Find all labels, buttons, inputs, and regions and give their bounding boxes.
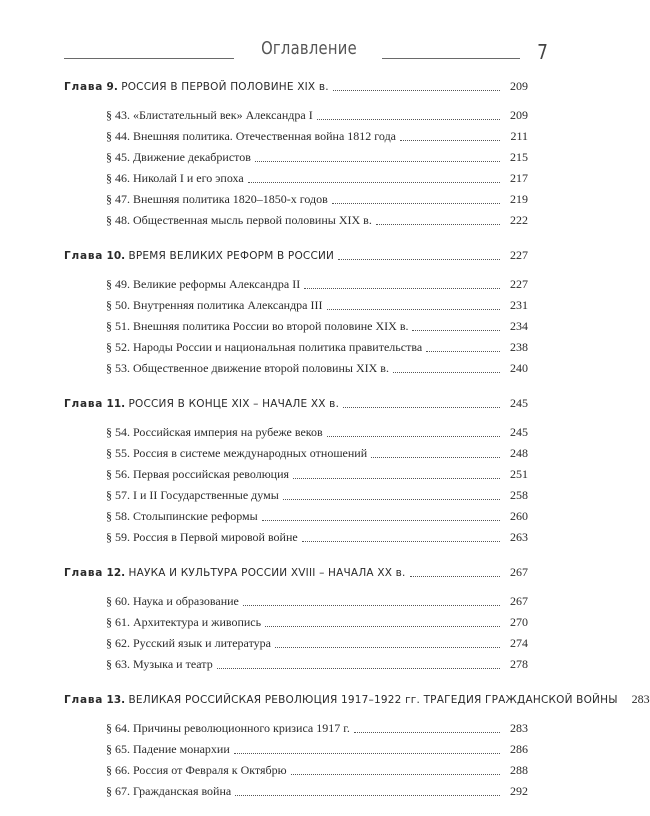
chapter-prefix: Глава [64,250,104,262]
section-page: 217 [510,171,528,185]
chapter-page: 267 [510,565,528,579]
section-page: 245 [510,425,528,439]
toc-section-row[interactable] [64,527,528,548]
dot-leader [338,258,500,260]
section-label: § 60. Наука и образование [106,594,239,608]
dot-leader [243,604,500,606]
dot-leader [291,773,500,775]
dot-leader [343,406,500,408]
chapter-prefix: Глава [64,81,104,93]
toc-chapter-row[interactable] [64,245,528,266]
section-label: § 53. Общественное движение второй половины XIX в. [106,361,389,375]
section-label: § 43. «Блистательный век» Александра I [106,108,313,122]
dot-leader [410,575,500,577]
toc-section-row[interactable] [64,295,528,316]
dot-leader [235,794,500,796]
toc-chapter-row[interactable] [64,76,528,97]
chapter-page: 283 [631,692,650,706]
dot-leader [317,118,500,120]
section-label: § 64. Причины революционного кризиса 1917 г. [106,721,350,735]
chapter-label [64,246,334,267]
chapter-number: 13. [106,694,126,706]
section-label: § 61. Архитектура и живопись [106,615,262,629]
section-label: § 63. Музыка и театр [106,657,213,671]
section-label: § 54. Российская империя на рубеже веков [106,425,323,439]
section-page: 222 [510,213,528,227]
section-page: 260 [510,509,528,523]
section-page: 238 [510,340,528,354]
toc-section-row[interactable] [64,464,528,485]
dot-leader [400,139,500,141]
dot-leader [217,667,500,669]
chapter-page: 245 [510,396,528,410]
dot-leader [412,329,500,331]
toc-section-row[interactable] [64,126,528,147]
section-page: 274 [510,636,528,650]
section-label: § 46. Николай I и его эпоха [106,171,244,185]
toc-section-row[interactable] [64,443,528,464]
toc-section-row[interactable] [64,485,528,506]
section-label: § 66. Россия от Февраля к Октябрю [106,763,287,777]
chapter-group [64,393,528,548]
toc-section-row[interactable] [64,189,528,210]
chapter-title: РОССИЯ В ПЕРВОЙ ПОЛОВИНЕ XIX в. [121,81,329,93]
chapter-prefix: Глава [64,567,104,579]
dot-leader [426,350,500,352]
dot-leader [283,498,500,500]
chapter-number: 11. [106,398,126,410]
section-label: § 50. Внутренняя политика Александра III [106,298,323,312]
page-number: 7 [537,40,548,64]
section-label: § 51. Внешняя политика России во второй половине XIX в. [106,319,409,333]
section-label: § 65. Падение монархии [106,742,230,756]
section-label: § 48. Общественная мысль первой половины XIX в. [106,213,372,227]
toc-section-row[interactable] [64,739,528,760]
chapter-number: 12. [106,567,126,579]
section-page: 267 [510,594,528,608]
toc-section-row[interactable] [64,633,528,654]
dot-leader [376,223,500,225]
toc-section-row[interactable] [64,274,528,295]
section-label: § 49. Великие реформы Александра II [106,277,301,291]
dot-leader [327,435,500,437]
chapter-group [64,76,528,231]
chapter-group [64,562,528,675]
dot-leader [293,477,500,479]
chapter-number: 9. [106,81,118,93]
chapter-prefix: Глава [64,694,104,706]
section-label: § 57. I и II Государственные думы [106,488,279,502]
section-label: § 45. Движение декабристов [106,150,251,164]
section-page: 278 [510,657,528,671]
toc-chapter-row[interactable] [64,393,528,414]
toc-section-row[interactable] [64,168,528,189]
section-page: 227 [510,277,528,291]
section-page: 231 [510,298,528,312]
page-header [64,38,550,72]
toc-section-row[interactable] [64,358,528,379]
section-page: 248 [510,446,528,460]
toc-section-row[interactable] [64,337,528,358]
chapter-group [64,245,528,379]
section-page: 258 [510,488,528,502]
section-label: § 52. Народы России и национальная политика правительства [106,340,423,354]
section-page: 211 [510,129,528,143]
chapter-group [64,689,650,802]
dot-leader [332,202,500,204]
dot-leader [275,646,500,648]
section-page: 234 [510,319,528,333]
section-page: 286 [510,742,528,756]
section-page: 209 [510,108,528,122]
toc-section-row[interactable] [64,422,528,443]
section-page: 292 [510,784,528,798]
dot-leader [265,625,500,627]
chapter-prefix: Глава [64,398,104,410]
dot-leader [255,160,500,162]
section-label: § 58. Столыпинские реформы [106,509,258,523]
toc-section-row[interactable] [64,654,528,675]
chapter-page: 227 [510,248,528,262]
toc-section-row[interactable] [64,506,528,527]
section-label: § 67. Гражданская война [106,784,232,798]
table-of-contents [64,76,650,816]
section-page: 270 [510,615,528,629]
chapter-title: ВРЕМЯ ВЕЛИКИХ РЕФОРМ В РОССИИ [128,250,335,262]
section-label: § 56. Первая российская революция [106,467,290,481]
section-page: 288 [510,763,528,777]
header-rule-right [382,58,520,59]
section-label: § 55. Россия в системе международных отношений [106,446,368,460]
section-label: § 47. Внешняя политика 1820–1850-х годов [106,192,328,206]
toc-section-row[interactable] [64,781,528,802]
dot-leader [262,519,500,521]
section-page: 263 [510,530,528,544]
dot-leader [354,731,500,733]
section-page: 251 [510,467,528,481]
chapter-title: РОССИЯ В КОНЦЕ XIX – НАЧАЛЕ XX в. [128,398,340,410]
chapter-label [64,394,339,415]
chapter-title: НАУКА И КУЛЬТУРА РОССИИ XVIII – НАЧАЛА XX в. [128,567,406,579]
toc-section-row[interactable] [64,210,528,231]
section-page: 283 [510,721,528,735]
dot-leader [234,752,500,754]
dot-leader [393,371,500,373]
section-label: § 59. Россия в Первой мировой войне [106,530,298,544]
dot-leader [327,308,501,310]
chapter-label [64,77,329,98]
dot-leader [304,287,500,289]
chapter-label [64,690,618,711]
toc-section-row[interactable] [64,718,528,739]
toc-chapter-row[interactable] [64,689,650,710]
toc-section-row[interactable] [64,105,528,126]
dot-leader [302,540,500,542]
section-label: § 62. Русский язык и литература [106,636,271,650]
section-page: 215 [510,150,528,164]
page-title: Оглавление [261,38,357,59]
section-label: § 44. Внешняя политика. Отечественная война 1812 года [106,129,397,143]
toc-section-row[interactable] [64,760,528,781]
toc-chapter-row[interactable] [64,562,528,583]
dot-leader [371,456,500,458]
toc-section-row[interactable] [64,147,528,168]
section-page: 240 [510,361,528,375]
chapter-number: 10. [106,250,126,262]
dot-leader [333,89,500,91]
toc-section-row[interactable] [64,612,528,633]
toc-section-row[interactable] [64,316,528,337]
toc-section-row[interactable] [64,591,528,612]
chapter-label [64,563,406,584]
chapter-page: 209 [510,79,528,93]
dot-leader [248,181,500,183]
chapter-title: ВЕЛИКАЯ РОССИЙСКАЯ РЕВОЛЮЦИЯ 1917–1922 гг. ТРАГЕДИЯ ГРАЖДАНСКОЙ ВОЙНЫ [128,694,618,706]
section-page: 219 [510,192,528,206]
header-rule-left [64,58,234,59]
